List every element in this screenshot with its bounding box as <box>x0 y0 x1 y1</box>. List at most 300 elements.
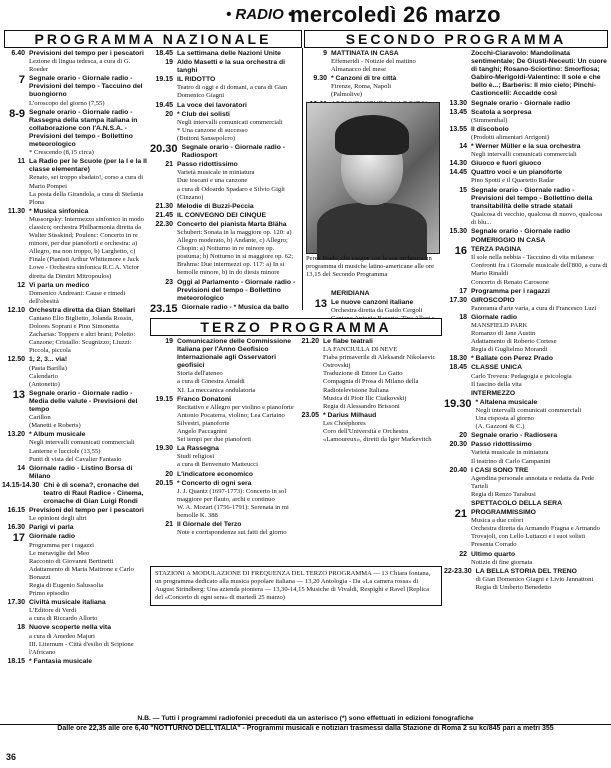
program-entry <box>2 356 148 388</box>
program-entry <box>150 76 300 100</box>
program-entry <box>150 203 300 211</box>
program-line: Il fascino della vita <box>471 380 522 388</box>
program-text <box>471 160 608 168</box>
program-line: Concerto di Renato Carosone <box>471 278 549 286</box>
program-text <box>29 50 148 74</box>
program-entry <box>150 471 294 479</box>
program-entry <box>444 187 608 227</box>
program-time: 18 <box>17 624 25 632</box>
program-time: 18.15 <box>7 657 25 665</box>
program-time: 11 <box>17 158 25 166</box>
date-title: mercoledì 26 marzo <box>290 2 501 27</box>
program-line: Studi religiosi <box>177 453 215 461</box>
program-time: 14 <box>459 143 467 151</box>
program-line: Confronti fra i Giornale musicale dell'800, a cura di Mario Rinaldi <box>471 262 608 278</box>
program-entry <box>304 50 440 74</box>
program-line: (Manetti e Roberts) <box>29 422 81 430</box>
program-line: Orchestra diretta da Guido Cergoli <box>331 307 423 315</box>
program-entry <box>444 568 608 592</box>
program-text <box>471 100 608 108</box>
program-line: Fiaba primaverile di Aleksandr Nikolaevic Ostrovskij <box>323 354 436 370</box>
program-line: a cura di Amedeo Majuri <box>29 632 95 640</box>
program-text <box>177 480 294 520</box>
program-line: Panorama d'arte varia, a cura di Francesco Luzi <box>471 304 597 312</box>
program-time: 17.30 <box>449 296 467 304</box>
program-line: IL CONVEGNO DEI CINQUE <box>177 211 266 219</box>
program-line: Oggi al Parlamento - Giornale radio - Previsioni del tempo - Bollettino meteorologico <box>177 278 296 302</box>
program-line: * Altalena musicale <box>475 398 538 406</box>
program-time: 16 <box>454 245 467 258</box>
photo-caption: Perez Prado, che esegue con la sua orchestra un programma di musiche latino-americane alle ore 13,15 del Secondo Programma <box>306 255 434 278</box>
program-time: 19.15 <box>155 76 173 84</box>
program-text <box>177 445 294 469</box>
program-text <box>471 467 608 499</box>
program-entry <box>150 102 300 110</box>
program-entry <box>2 282 148 306</box>
program-time: 20.30 <box>150 143 178 156</box>
program-line: Chi è di scena?, cronache del teatro di Raul Radice - Cinema, cronache di Gian Luigi Rondi <box>43 481 144 506</box>
program-text <box>471 169 608 185</box>
program-entry <box>2 599 148 623</box>
program-time: 18.45 <box>155 50 173 57</box>
program-time: 17 <box>12 532 25 545</box>
program-time: 23.05 <box>301 411 319 419</box>
program-line: J. J. Quantz (1697-1773): Concerto in sol maggiore per flauto, archi e continuo <box>177 487 287 503</box>
program-text <box>29 533 148 598</box>
program-time: 20 <box>459 432 467 440</box>
program-entry <box>296 412 442 444</box>
program-text <box>182 144 300 160</box>
program-time: 19.15 <box>155 395 173 403</box>
program-time: 20 <box>165 110 173 118</box>
program-text <box>177 338 294 395</box>
nazionale-column-left <box>2 50 148 710</box>
program-text <box>29 431 148 463</box>
program-line: 1, 2, 3... via! <box>29 356 68 364</box>
program-text <box>177 161 300 201</box>
program-time: 22 <box>459 550 467 558</box>
program-line: Regia di Umberto Benedetto <box>475 583 552 591</box>
program-line: Le fiabe teatrali <box>323 338 373 345</box>
program-line: Melodie di Buzzi-Peccia <box>177 202 254 210</box>
program-line: Pino Spotti e il Quartetto Radar <box>471 177 555 185</box>
program-entry <box>2 75 148 107</box>
program-line: Adattamento di Maria Maitrone e Carlo Bonazzi <box>29 565 134 581</box>
program-line: * Ballate con Perez Prado <box>471 355 553 363</box>
program-line: PROGRAMMISSIMO <box>471 509 536 517</box>
program-text <box>177 102 300 110</box>
program-line: (Buitoni Sansepolcro) <box>177 134 236 142</box>
program-line: LA FANCIULLA DI NEVE <box>323 346 398 354</box>
program-text <box>29 599 148 623</box>
program-entry <box>150 59 300 75</box>
program-line: (Pasta Barilla) <box>29 364 67 372</box>
program-time: 21.45 <box>155 211 173 219</box>
program-entry <box>444 314 608 354</box>
program-line: Programma per i ragazzi <box>29 541 94 549</box>
secondo-column-top <box>304 50 440 110</box>
program-line: * Canzoni di tre città <box>331 75 397 83</box>
program-text <box>177 212 300 220</box>
program-line: Effemeridi - Notizie del mattino <box>331 58 416 66</box>
program-entry <box>150 480 294 520</box>
secondo-column-meridiana <box>304 290 440 320</box>
column-divider <box>302 48 303 310</box>
program-line: (Prodotti alimentari Arrigoni) <box>471 133 550 141</box>
program-time: 13.45 <box>449 108 467 116</box>
program-line: (Cinzano) <box>177 193 204 201</box>
program-line: Le opinioni degli altri <box>29 515 87 523</box>
program-line: Angelo Paccagnini <box>177 428 227 436</box>
program-text <box>29 524 148 532</box>
program-line: * Fantasia musicale <box>29 657 93 665</box>
banner-nazionale: PROGRAMMA NAZIONALE <box>4 30 302 48</box>
program-line: Previsioni del tempo per i pescatori <box>29 507 144 515</box>
program-entry <box>150 304 300 314</box>
program-time: 13.20 <box>7 431 25 439</box>
program-time: 17 <box>459 287 467 295</box>
program-text <box>29 465 148 481</box>
program-time: 22.30 <box>155 220 173 228</box>
program-entry <box>150 221 300 278</box>
program-time: 20.30 <box>449 441 467 449</box>
program-text <box>177 111 300 143</box>
program-text <box>471 109 608 125</box>
program-line: MANSFIELD PARK <box>471 322 528 329</box>
program-line: TERZA PAGINA <box>471 246 522 254</box>
program-entry <box>444 160 608 168</box>
program-entry <box>444 169 608 185</box>
program-entry <box>2 158 148 207</box>
program-text <box>177 50 300 58</box>
program-time <box>444 390 471 398</box>
program-line: La settimana delle Nazioni Unite <box>177 50 281 57</box>
program-text <box>29 658 148 666</box>
program-text <box>29 307 148 356</box>
program-text <box>471 126 608 142</box>
program-text <box>471 364 608 388</box>
program-entry <box>444 297 608 313</box>
program-entry <box>2 658 148 666</box>
page-footer <box>0 715 611 732</box>
program-entry <box>444 500 608 508</box>
program-line: Comunicazione delle Commissione Italiana per l'Anno Geofisico Internazionale agli Osservatori geofisici <box>177 338 292 370</box>
program-entry <box>444 399 608 431</box>
program-line: Adattamento di Roberto Cortese <box>471 338 557 346</box>
program-time: 21.30 <box>155 202 173 210</box>
program-text <box>476 399 608 431</box>
program-entry <box>150 396 294 445</box>
program-line: Cantano Elio Biglietto, Jolanda Rossin, Dolores Soprani e Pino Simonetta <box>29 315 134 331</box>
program-line: * Concerto di ogni sera <box>177 479 252 487</box>
program-time: 18.30 <box>449 355 467 363</box>
program-line: Note e corrispondenze sui fatti del giorno <box>177 529 287 537</box>
program-line: MATTINATA IN CASA <box>331 50 399 57</box>
program-text <box>471 228 608 236</box>
program-entry <box>2 431 148 463</box>
program-time: 19 <box>165 59 173 67</box>
program-entry <box>2 465 148 481</box>
program-text <box>177 76 300 100</box>
secondo-column-right <box>444 50 608 710</box>
program-line: a cura di Riccardo Allorto <box>29 615 98 623</box>
program-line: Romanzo di Jane Austin <box>471 330 536 338</box>
program-line: Civiltà musicale italiana <box>29 599 106 607</box>
program-time: 19.30 <box>155 445 173 453</box>
program-entry <box>444 109 608 125</box>
program-text <box>471 551 608 567</box>
program-line: XI. La meccanica ondulatoria <box>177 386 256 394</box>
program-entry <box>150 279 300 303</box>
footer-nb: N.B. — Tutti i programmi radiofonici preceduti da un asterisco (*) sono effettuati in edizioni fonografiche <box>137 715 474 722</box>
program-line: Regia di Eugenio Salussolia <box>29 582 104 589</box>
program-entry <box>150 111 300 143</box>
program-time: 19 <box>165 338 173 345</box>
program-text <box>471 390 608 398</box>
program-entry <box>150 212 300 220</box>
program-line: Segnale orario - Giornale radio - Radiosport <box>181 144 286 160</box>
program-text <box>29 208 148 281</box>
program-line: Presenta Corrado <box>471 541 517 549</box>
program-time: 20 <box>165 470 173 478</box>
program-time: 11.30 <box>7 207 25 215</box>
program-line: Coro dell'Università e Orchestra «Lamoureux», diretti da Igor Markevitch <box>323 428 432 444</box>
program-entry <box>444 390 608 398</box>
program-text <box>471 50 608 99</box>
program-line: Giornale radio - Listino Borsa di Milano <box>29 464 133 480</box>
program-text <box>471 237 608 245</box>
program-line: Negli intervalli comunicati commerciali <box>471 151 577 159</box>
program-time: 17.30 <box>7 599 25 607</box>
program-line: I CASI SONO TRE <box>471 466 529 474</box>
program-text <box>323 338 442 411</box>
program-line: * Una canzone di successo <box>177 126 248 134</box>
program-line: * Darius Milhaud <box>323 411 377 419</box>
program-time: 12.10 <box>7 306 25 314</box>
program-line: Scatola a sorpresa <box>471 108 532 116</box>
program-line: Ultimo quarto <box>471 550 516 558</box>
program-time: 13.55 <box>449 125 467 133</box>
program-entry <box>2 533 148 598</box>
program-line: Segnale orario - Radiosera <box>471 432 558 440</box>
program-text <box>331 299 440 320</box>
program-line: Negli intervalli comunicati commerciali <box>29 439 135 447</box>
program-line: Orchestra diretta da Gian Stellari <box>29 306 136 314</box>
program-text <box>471 187 608 227</box>
page-header <box>0 0 611 30</box>
program-line: * Musica sinfonica <box>29 207 89 215</box>
program-line: Negli intervalli comunicati commerciali <box>177 118 283 126</box>
program-time: 9.30 <box>313 75 327 83</box>
program-line: La Radio per le Scuole (per la I e la II classe elementare) <box>29 158 147 174</box>
program-text <box>177 279 300 303</box>
program-text <box>177 396 294 445</box>
program-entry <box>2 307 148 356</box>
program-text <box>323 412 442 444</box>
program-entry <box>444 50 608 99</box>
program-entry <box>150 161 300 201</box>
program-line: Il Giornale del Terzo <box>177 521 242 529</box>
program-entry <box>2 482 148 506</box>
program-time: 9 <box>323 50 327 57</box>
program-entry <box>150 521 294 537</box>
program-text <box>471 297 608 313</box>
program-line: Zacharias: Toppers e altri brani; Poletto: Canzone; Cristallo: Scugnizzo; Liuzzi: Piccola, piccola <box>29 331 136 355</box>
program-time <box>444 50 471 99</box>
program-text <box>471 432 608 440</box>
program-entry <box>150 338 294 395</box>
program-text <box>182 304 300 314</box>
program-time: 19.30 <box>444 397 472 410</box>
program-line: Regia di Alessandro Brissoni <box>323 402 400 410</box>
program-entry <box>444 355 608 363</box>
program-time: 13 <box>12 388 25 401</box>
program-line: a cura di Ginestra Amaldi <box>177 378 245 386</box>
program-line: Giornale radio <box>29 533 76 541</box>
program-time <box>304 290 331 298</box>
program-line: W. A. Mozart (1756-1791): Serenata in mi bemolle K. 388 <box>177 503 289 519</box>
program-line: Passo ridottissimo <box>177 161 238 169</box>
program-line: Giornale radio <box>471 313 518 321</box>
program-line: INTERMEZZO <box>471 389 516 397</box>
program-entry <box>2 390 148 430</box>
program-entry <box>2 524 148 532</box>
program-line: L'oroscopo del giorno (7,55) <box>29 99 105 107</box>
program-text <box>471 314 608 354</box>
program-time: 19.45 <box>155 101 173 109</box>
program-line: Racconto di Giovanni Bertinetti <box>29 557 114 565</box>
program-line: Due toscani e una canzone <box>177 177 248 185</box>
program-line: a cura di Odoardo Spadaro e Silvio Gigli <box>177 185 285 193</box>
program-line: Aldo Masetti e la sua orchestra di tanghi <box>177 59 286 75</box>
program-text <box>331 50 440 74</box>
terzo-column-left <box>150 338 294 563</box>
program-time: 14.15-14.30 <box>2 481 40 489</box>
program-time: 18.45 <box>449 364 467 372</box>
page-number: 36 <box>6 752 17 762</box>
program-line: Lezione di lingua tedesca, a cura di G. Roeder <box>29 58 131 74</box>
program-line: IL RIDOTTO <box>177 76 216 84</box>
program-time <box>444 237 471 245</box>
program-line: (Antonetto) <box>29 380 60 388</box>
program-time: 23 <box>165 278 173 286</box>
program-time: 22-23.30 <box>444 567 472 575</box>
program-entry <box>444 288 608 296</box>
program-entry <box>444 551 608 567</box>
program-time: 7 <box>18 74 25 87</box>
program-line: Punti di vista del Cavalier Fantasio <box>29 455 122 463</box>
program-time: 14.30 <box>449 160 467 168</box>
program-entry <box>444 100 608 108</box>
program-line: GIROSCOPIO <box>471 296 515 304</box>
program-text <box>177 521 294 537</box>
program-time: 20.40 <box>449 466 467 474</box>
nazionale-column-right <box>150 50 300 314</box>
program-time: 16.30 <box>7 524 25 532</box>
program-line: di Gian Domenico Giagni e Livio Jannattoni <box>475 575 594 583</box>
program-line: Parigi vi parla <box>29 524 74 532</box>
program-line: Il sole nella nebbia - Taccuino di vita milanese <box>471 254 594 262</box>
program-line: III. Liternum - Città d'esilio di Scipione l'Africano <box>29 640 134 656</box>
program-time: 21 <box>165 521 173 529</box>
program-text <box>177 203 300 211</box>
program-time: 14.45 <box>449 169 467 177</box>
program-line: L'Editore di Verdi <box>29 607 77 615</box>
program-line: Programma per i ragazzi <box>471 287 550 295</box>
program-entry <box>304 75 440 99</box>
program-text <box>43 482 148 506</box>
program-text <box>29 390 148 430</box>
program-entry <box>444 364 608 388</box>
program-text <box>331 290 440 298</box>
program-line: (Simmenthal) <box>471 116 508 124</box>
program-text <box>29 75 148 107</box>
program-text <box>29 282 148 306</box>
program-line: POMERIGGIO IN CASA <box>471 237 546 245</box>
program-text <box>476 568 608 592</box>
program-line: Passo ridottissimo <box>471 441 532 449</box>
program-entry <box>444 467 608 499</box>
program-entry <box>150 445 294 469</box>
program-line: Nuove scoperte nella vita <box>29 624 111 632</box>
program-line: Il teatrino di Carlo Campanini <box>471 457 551 465</box>
program-line: Primo episodio <box>29 590 70 598</box>
footer-notturno: Dalle ore 22,35 alle ore 6,40 "NOTTURNO DELL'ITALIA" - Programmi musicali e notiziari trasmessi dalla Stazione di Roma 2 su kc/845 pari a metri 355 <box>0 724 611 733</box>
program-line: Giuoco e fuori giuoco <box>471 160 542 168</box>
program-entry <box>444 509 608 549</box>
program-line: Antonio Pocaterra, violino; Lea Cartaino Silvestri, pianoforte <box>177 411 285 427</box>
program-text <box>471 500 608 508</box>
program-line: MERIDIANA <box>331 290 370 297</box>
program-time: 16.15 <box>7 507 25 515</box>
radio-label: • RADIO • <box>226 6 294 23</box>
program-line: SPETTACOLO DELLA SERA <box>471 499 563 507</box>
program-text <box>471 509 608 549</box>
program-line: Regia di Guglielmo Morandi <box>471 346 548 354</box>
program-text <box>177 221 300 278</box>
program-time: 21.20 <box>301 338 319 345</box>
program-time: 8-9 <box>9 107 25 120</box>
program-text <box>471 246 608 286</box>
terzo-fm-box: STAZIONI A MODULAZIONE DI FREQUENZA DEL TERZO PROGRAMMA — 13 Chiara fontana, un programma dedicato alla musica popolare italiana — 13,20 Antologia - Da «La camera rossa» di August Strindberg: Una azienda pioniera — 13,30-14,15 Musiche di Vivaldi, Respighi e Ravel (Replica del «Concerto di ogni sera» di martedì 25 marzo) <box>150 566 442 606</box>
program-entry <box>304 299 440 320</box>
program-text <box>29 109 148 158</box>
program-line: Renato, sei troppo sbadato!, corso a cura di Mario Pompei <box>29 174 144 190</box>
program-line: Domenico Andreani: Cause e rimedi dell'obesità <box>29 289 126 305</box>
program-line: Il discobolo <box>471 125 509 133</box>
program-text <box>29 507 148 523</box>
program-line: Compagnia di Prosa di Milano della Radiotelevisione Italiana <box>323 378 419 394</box>
program-entry <box>2 624 148 656</box>
program-line: Segnale orario - Giornale radio <box>471 99 571 107</box>
program-entry <box>150 144 300 160</box>
program-line: Segnale orario - Giornale radio <box>471 227 571 235</box>
program-entry <box>444 246 608 286</box>
banner-secondo: SECONDO PROGRAMMA <box>304 30 608 48</box>
program-line: Recitativo e Allegro per violino e pianoforte <box>177 403 294 411</box>
program-line: Quattro voci e un pianoforte <box>471 169 563 177</box>
program-line: Almanacco del mese <box>331 66 386 74</box>
program-line: Le meraviglie del Meo <box>29 549 90 557</box>
program-line: Mussorgsky: Intermezzo sinfonico in modo classico; orchestra Philharmonia diretta da Walter Süsskind; Poulenc: Concerto in re minore, per due pianoforti e orchestra: a) Allegro, ma non troppo, b) Larghetto, c) Finale (Pianisti Arthur Whittemore e Jack Lowe - Orchestra sinfonica R.C.A. Victor diretta da Dimitri Mitropoulos) <box>29 215 144 280</box>
program-text <box>29 624 148 656</box>
program-line: Segnale orario - Giornale radio - Media delle valute - Previsioni del tempo <box>29 389 138 414</box>
program-entry <box>444 432 608 440</box>
program-time: 13.30 <box>449 99 467 107</box>
program-text <box>471 355 608 363</box>
program-line: Varietà musicale in miniatura <box>471 449 549 457</box>
program-time: 13 <box>314 298 327 311</box>
